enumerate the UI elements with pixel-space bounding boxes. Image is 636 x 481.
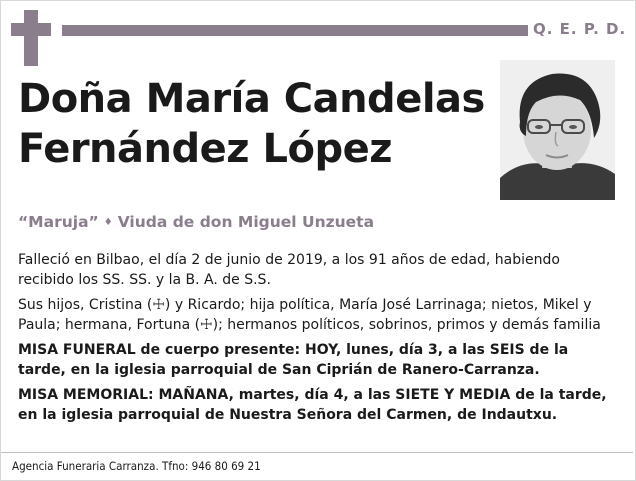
name-line-1: Doña María Candelas: [18, 76, 485, 122]
cross-icon-vertical: [24, 10, 38, 66]
cross-icon-horizontal: [11, 23, 51, 36]
nickname: “Maruja”: [18, 213, 99, 231]
funeral-agency: Agencia Funeraria Carranza. Tfno: 946 80 69 21: [12, 459, 261, 473]
widow-line: Viuda de don Miguel Unzueta: [117, 213, 375, 231]
obituary-body: [18, 250, 618, 430]
name-line-2: Fernández López: [18, 126, 392, 172]
footer-rule: [1, 452, 633, 453]
memorial-mass: MISA MEMORIAL: MAÑANA, martes, día 4, a las SIETE Y MEDIA de la tarde, en la iglesia parroquial de Nuestra Señora del Carmen, de Indautxu.: [18, 387, 607, 423]
header-rule: [62, 25, 528, 36]
diamond-separator-icon: ♦: [103, 217, 113, 228]
death-notice: Falleció en Bilbao, el día 2 de junio de 2019, a los 91 años de edad, habiendo recibido los SS. SS. y la B. A. de S.S.: [18, 252, 560, 288]
funeral-mass: MISA FUNERAL de cuerpo presente: HOY, lunes, día 3, a las SEIS de la tarde, en la iglesia parroquial de San Ciprián de Ranero-Carranza.: [18, 342, 569, 378]
deceased-name: [18, 74, 485, 174]
portrait-image: [500, 60, 615, 200]
family-list: Sus hijos, Cristina (☩) y Ricardo; hija política, María José Larrinaga; nietos, Mikel y Paula; hermana, Fortuna (☩); hermanos políticos, sobrinos, primos y demás familia: [18, 297, 601, 333]
subline: [18, 213, 374, 231]
qepd-label: Q. E. P. D.: [533, 20, 627, 38]
portrait-photo: [500, 60, 615, 200]
